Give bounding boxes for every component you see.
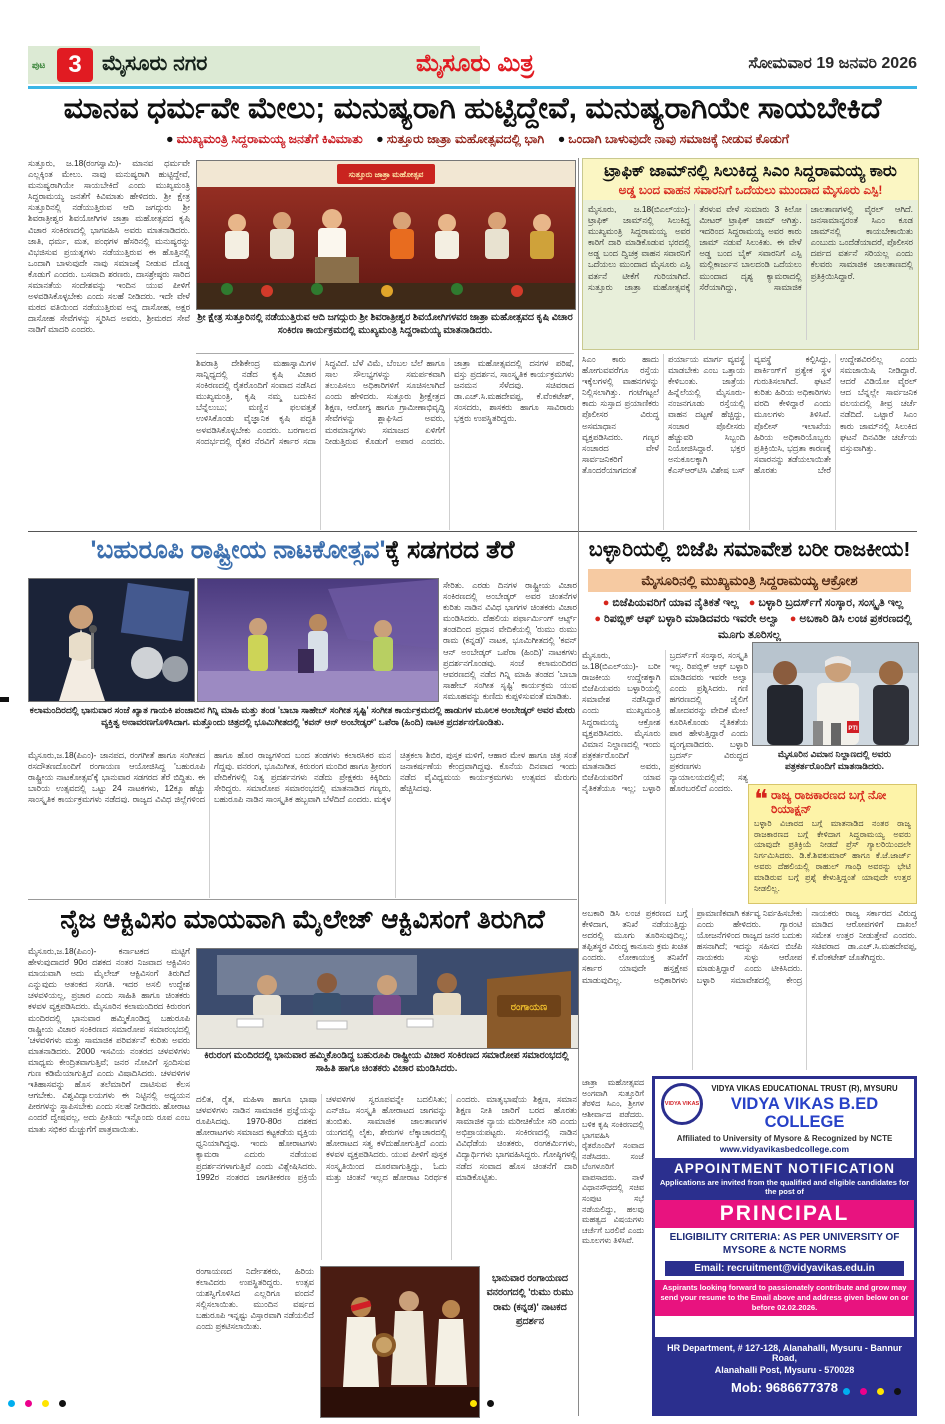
rangayana-podium-label: ರಂಗಾಯಣ (510, 1002, 548, 1013)
traffic-box (582, 158, 919, 350)
activism-body-tail-column: ರಂಗಾಯಣದ ನಿರ್ದೇಶಕರು, ಹಿರಿಯ ಕಲಾವಿದರು ಉಪಸ್ಥಿತರಿದ್ದರು. ಉತ್ಸವ ಯಶಸ್ವಿಗೊಳಿಸಿದ ಎಲ್ಲರಿಗೂ ವಂದನೆ ಸಲ್ಲಿಸಲಾಯಿತು. ಮುಂದಿನ ವರ್ಷದ ಬಹುರೂಪಿ ಇನ್ನಷ್ಟು ವಿಸ್ತಾರವಾಗಿ ನಡೆಯಲಿದೆ ಎಂದು ಪ್ರಕಟಿಸಲಾಯಿತು. (196, 1266, 314, 1332)
divider (28, 899, 577, 900)
bullet-icon: ● (594, 612, 601, 625)
ballari-body: ಮೈಸೂರು, ಜ.18(ಬಿಎಲ್‌ಯು)- ಬರೀ ರಾಜಕೀಯ ಉದ್ದೇಶಕ್ಕಾಗಿ ಬಿಜೆಪಿಯವರು ಬಳ್ಳಾರಿಯಲ್ಲಿ ಸಮಾವೇಶ ನಡೆಸಿದ್ದಾರೆ ಎಂದು ಮುಖ್ಯಮಂತ್ರಿ ಸಿದ್ದರಾಮಯ್ಯ ಆಕ್ರೋಶ ವ್ಯಕ್ತಪಡಿಸಿದರು. ಮೈಸೂರು ವಿಮಾನ ನಿಲ್ದಾಣದಲ್ಲಿ ಇಂದು ಪತ್ರಕರ್ತರೊಂದಿಗೆ ಮಾತನಾಡಿದ ಅವರು, ಬಿಜೆಪಿಯವರಿಗೆ ಯಾವ ನೈತಿಕತೆಯೂ ಇಲ್ಲ; ಬಳ್ಳಾರಿ ಬ್ರದರ್ಸ್‌ಗೆ ಸಂಸ್ಕಾರ, ಸಂಸ್ಕೃತಿ ಇಲ್ಲ. ರಿಪಬ್ಲಿಕ್ ಆಫ್ ಬಳ್ಳಾರಿ ಮಾಡಿದವರು ಇವರೇ ಅಲ್ವಾ ಎಂದು ಪ್ರಶ್ನಿಸಿದರು. ಗಣಿ ಹಗರಣದಲ್ಲಿ ಜೈಲಿಗೆ ಹೋದವರನ್ನು ವೇದಿಕೆ ಮೇಲೆ ಕೂರಿಸಿಕೊಂಡು ನೈತಿಕತೆಯ ಪಾಠ ಹೇಳುತ್ತಿದ್ದಾರೆ ಎಂದು ವ್ಯಂಗ್ಯವಾಡಿದರು. ಬಳ್ಳಾರಿ ಬ್ರದರ್ಸ್ ವಿರುದ್ಧದ ಪ್ರಕರಣಗಳು ನ್ಯಾಯಾಲಯದಲ್ಲಿವೆ; ಸತ್ಯ ಹೊರಬರಲಿದೆ ಎಂದರು. (582, 650, 748, 794)
ad-mobile: Mob: 9686677378 (731, 1380, 838, 1395)
lead-photo (196, 160, 576, 310)
section-title: ಮೈಸೂರು ನಗರ (102, 52, 208, 75)
pti-mic-label: PTI (848, 726, 858, 732)
folk-dance-photo (320, 1266, 480, 1418)
ad-trust-line: VIDYA VIKAS EDUCATIONAL TRUST (R), MYSURU (711, 1084, 898, 1093)
ad-address-line2: Alanahalli Post, Mysuru - 570028 (714, 1365, 855, 1375)
activism-photo-caption: ಕಿರುರಂಗ ಮಂದಿರದಲ್ಲಿ ಭಾನುವಾರ ಹಮ್ಮಿಕೊಂಡಿದ್ದ ಬಹುರೂಪಿ ರಾಷ್ಟ್ರೀಯ ವಿಚಾರ ಸಂಕಿರಣದ ಸಮಾರೋಪ ಸಮಾರಂಭದಲ್ಲಿ ಸಾಹಿತಿ ಹಾಗೂ ಚಿಂತಕರು ವಿಚಾರ ಮಂಡಿಸಿದರು. (204, 1050, 569, 1074)
registration-dash (0, 697, 9, 702)
ballari-photo-caption: ಮೈಸೂರಿನ ವಿಮಾನ ನಿಲ್ದಾಣದಲ್ಲಿ ಅವರು ಪತ್ರಕರ್ತರೊಂದಿಗೆ ಮಾತನಾಡಿದರು. (777, 749, 892, 772)
bullet-icon: ● (557, 132, 566, 146)
ad-website: www.vidyavikasbedcollege.com (719, 1144, 850, 1155)
ad-notification-sub: Applications are invited from the qualified and eligible candidates for the post of (659, 1178, 910, 1197)
folk-photo-caption: ಭಾನುವಾರ ರಂಗಾಯಣದ ವನರಂಗದಲ್ಲಿ 'ರುಮು ರುಮು ರಾಮ (ಕನ್ನಡ)' ನಾಟಕದ ಪ್ರದರ್ಶನ (486, 1273, 574, 1327)
ballari-bullet: ಬಳ್ಳಾರಿ ಬ್ರದರ್ಸ್‌ಗೆ ಸಂಸ್ಕಾರ, ಸಂಸ್ಕೃತಿ ಇಲ್ಲ (758, 597, 904, 609)
activism-body: ದಲಿತ, ರೈತ, ಮಹಿಳಾ ಹಾಗೂ ಭಾಷಾ ಚಳವಳಿಗಳು ನಾಡಿನ ಸಾಮಾಜಿಕ ಪ್ರಜ್ಞೆಯನ್ನು ರೂಪಿಸಿದವು. 1970-80ರ ದಶಕದ ಹೋರಾಟಗಳು ಸಮಾಜದ ಕಟ್ಟಕಡೆಯ ವ್ಯಕ್ತಿಯ ಧ್ವನಿಯಾಗಿದ್ದವು. ಇಂದು ಹೋರಾಟಗಳು ಕ್ಯಾಮರಾ ಎದುರು ನಡೆಯುವ ಪ್ರದರ್ಶನಗಳಾಗುತ್ತಿವೆ ಎಂದು ವಿಶ್ಲೇಷಿಸಿದರು. 1992ರ ನಂತರದ ಜಾಗತೀಕರಣ ಪ್ರಕ್ರಿಯೆ ಚಳವಳಿಗಳ ಸ್ವರೂಪವನ್ನೇ ಬದಲಿಸಿತು; ಎನ್‌ಜಿಒ ಸಂಸ್ಕೃತಿ ಹೋರಾಟದ ಜಾಗವನ್ನು ತುಂಬಿತು. ಸಾಮಾಜಿಕ ಜಾಲತಾಣಗಳ ಯುಗದಲ್ಲಿ ಲೈಕು, ಶೇರುಗಳ ಲೆಕ್ಕಾಚಾರದಲ್ಲಿ ಹೋರಾಟದ ಸತ್ವ ಕಳೆದುಹೋಗುತ್ತಿದೆ ಎಂದು ಕಳವಳ ವ್ಯಕ್ತಪಡಿಸಿದರು. ಯುವ ಪೀಳಿಗೆ ಪುಸ್ತಕ ಸಂಸ್ಕೃತಿಯಿಂದ ದೂರವಾಗುತ್ತಿದ್ದು, ಓದು ಮತ್ತು ಚಿಂತನೆ ಇಲ್ಲದ ಹೋರಾಟ ನಿರರ್ಥಕ ಎಂದರು. ಮಾತೃಭಾಷೆಯ ಶಿಕ್ಷಣ, ಸಮಾನ ಶಿಕ್ಷಣ ನೀತಿ ಜಾರಿಗೆ ಬರದ ಹೊರತು ಸಾಮಾಜಿಕ ನ್ಯಾಯ ಮರೀಚಿಕೆಯೇ ಸರಿ ಎಂದು ಅಭಿಪ್ರಾಯಪಟ್ಟರು. ಸಂಕಿರಣದಲ್ಲಿ ನಾಡಿನ ವಿವಿಧೆಡೆಯ ಚಿಂತಕರು, ರಂಗಕರ್ಮಿಗಳು, ವಿದ್ಯಾರ್ಥಿಗಳು ಭಾಗವಹಿಸಿದ್ದರು. ಗೋಷ್ಠಿಗಳಲ್ಲಿ ನಡೆದ ಸಂವಾದ ಹೊಸ ಚಿಂತನೆಗೆ ದಾರಿ ಮಾಡಿಕೊಟ್ಟಿತು. (196, 1094, 577, 1182)
traffic-body-below: ಸಿಎಂ ಕಾರು ಹಾದು ಹೋಗುವವರೆಗೂ ರಸ್ತೆಯ ಇಕ್ಕೆಲಗಳಲ್ಲಿ ವಾಹನಗಳನ್ನು ನಿಲ್ಲಿಸಲಾಗಿತ್ತು. ಗಂಟೆಗಟ್ಟಲೆ ಕಾದು ಸುಸ್ತಾದ ಪ್ರಯಾಣಿಕರು ಪೊಲೀಸರ ವಿರುದ್ಧ ಅಸಮಾಧಾನ ವ್ಯಕ್ತಪಡಿಸಿದರು. ಗಣ್ಯರ ಸಂಚಾರದ ವೇಳೆ ಸಾರ್ವಜನಿಕರಿಗೆ ತೊಂದರೆಯಾಗದಂತೆ ಪರ್ಯಾಯ ಮಾರ್ಗ ವ್ಯವಸ್ಥೆ ಮಾಡಬೇಕು ಎಂಬ ಒತ್ತಾಯ ಕೇಳಿಬಂತು. ಜಾತ್ರೆಯ ಹಿನ್ನೆಲೆಯಲ್ಲಿ ಮೈಸೂರು-ನಂಜನಗೂಡು ರಸ್ತೆಯಲ್ಲಿ ವಾಹನ ದಟ್ಟಣೆ ಹೆಚ್ಚಿದ್ದು, ಸಂಚಾರ ಪೊಲೀಸರು ಹೆಚ್ಚುವರಿ ಸಿಬ್ಬಂದಿ ನಿಯೋಜಿಸಿದ್ದಾರೆ. ಭಕ್ತರ ಅನುಕೂಲಕ್ಕಾಗಿ ಕೆಎಸ್ಆರ್‌ಟಿಸಿ ವಿಶೇಷ ಬಸ್ ವ್ಯವಸ್ಥೆ ಕಲ್ಪಿಸಿದ್ದು, ಪಾರ್ಕಿಂಗ್‌ಗೆ ಪ್ರತ್ಯೇಕ ಸ್ಥಳ ಗುರುತಿಸಲಾಗಿದೆ. ಘಟನೆ ಕುರಿತು ಹಿರಿಯ ಅಧಿಕಾರಿಗಳು ವರದಿ ಕೇಳಿದ್ದಾರೆ ಎಂದು ಮೂಲಗಳು ತಿಳಿಸಿವೆ. ಪೊಲೀಸ್ ಇಲಾಖೆಯ ಹಿರಿಯ ಅಧಿಕಾರಿಯೊಬ್ಬರು ಪ್ರತಿಕ್ರಿಯಿಸಿ, ಭದ್ರತಾ ಕಾರಣಕ್ಕೆ ಸವಾರನನ್ನು ತಡೆಯಲಾಯಿತೇ ಹೊರತು ಬೇರೆ ಉದ್ದೇಶವಿರಲಿಲ್ಲ ಎಂದು ಸಮಜಾಯಿಷಿ ನೀಡಿದ್ದಾರೆ. ಆದರೆ ವಿಡಿಯೋ ವೈರಲ್ ಆದ ಬೆನ್ನಲ್ಲೇ ಸಾರ್ವಜನಿಕ ವಲಯದಲ್ಲಿ ತೀವ್ರ ಚರ್ಚೆ ನಡೆದಿದೆ. ಒಟ್ಟಾರೆ ಸಿಎಂ ಕಾರು ಜಾಮ್‌ನಲ್ಲಿ ಸಿಲುಕಿದ ಘಟನೆ ದಿನವಿಡೀ ಚರ್ಚೆಯ ವಸ್ತುವಾಗಿತ್ತು. (582, 354, 917, 475)
bullet-icon: ● (789, 612, 797, 625)
bahurupi-headline (28, 537, 577, 565)
divider (28, 531, 917, 532)
ad-affiliation: Affiliated to University of Mysore & Recognized by NCTE (676, 1134, 893, 1144)
ballari-body3-column: ಜಾತ್ರಾ ಮಹೋತ್ಸವದ ಅಂಗವಾಗಿ ಸುತ್ತೂರಿಗೆ ತೆರಳಿದ ಸಿಎಂ, ಶ್ರೀಗಳ ಆಶೀರ್ವಾದ ಪಡೆದರು. ಬಳಿಕ ಕೃಷಿ ಸಂಕಿರಣದಲ್ಲಿ ಭಾಗವಹಿಸಿ ರೈತರೊಂದಿಗೆ ಸಂವಾದ ನಡೆಸಿದರು. ಸಂಜೆ ಬೆಂಗಳೂರಿಗೆ ವಾಪಸಾದರು. ನಾಳೆ ವಿಧಾನಸೌಧದಲ್ಲಿ ಸಚಿವ ಸಂಪುಟ ಸಭೆ ನಡೆಯಲಿದ್ದು, ಹಲವು ಮಹತ್ವದ ವಿಷಯಗಳು ಚರ್ಚೆಗೆ ಬರಲಿವೆ ಎಂದು ಮೂಲಗಳು ತಿಳಿಸಿವೆ. (582, 1078, 644, 1246)
ballari-headline: ಬಳ್ಳಾರಿಯಲ್ಲಿ ಬಿಜೆಪಿ ಸಮಾವೇಶ ಬರೀ ರಾಜಕೀಯ! (588, 538, 911, 561)
ad-college-name: VIDYA VIKAS B.ED COLLEGE (730, 1095, 879, 1132)
ballari-quote-box (748, 784, 917, 904)
lead-headline: ಮಾನವ ಧರ್ಮವೇ ಮೇಲು; ಮನುಷ್ಯರಾಗಿ ಹುಟ್ಟಿದ್ದೇವೆ, ಮನುಷ್ಯರಾಗಿಯೇ ಸಾಯಬೇಕಿದೆ (63, 92, 882, 125)
ad-eligibility: ELIGIBILITY CRITERIA: AS PER UNIVERSITY OF MYSORE & NCTE NORMS (669, 1232, 900, 1256)
paper-name: ಮೈಸೂರು ಮಿತ್ರ (415, 50, 534, 77)
lead-photo-caption: ಶ್ರೀ ಕ್ಷೇತ್ರ ಸುತ್ತೂರಿನಲ್ಲಿ ನಡೆಯುತ್ತಿರುವ ಆದಿ ಜಗದ್ಗುರು ಶ್ರೀ ಶಿವರಾತ್ರೀಶ್ವರ ಶಿವಯೋಗಿಗಳವರ ಜಾತ್ರಾ ಮಹೋತ್ಸವದ ಕೃಷಿ ವಿಚಾರ ಸಂಕಿರಣ ಕಾರ್ಯಕ್ರಮದಲ್ಲಿ ಮುಖ್ಯಮಂತ್ರಿ ಸಿದ್ದರಾಮಯ್ಯ ಮಾತನಾಡಿದರು. (197, 312, 573, 336)
bahurupi-headline-quoted: 'ಬಹುರೂಪಿ ರಾಷ್ಟ್ರೀಯ ನಾಟಕೋತ್ಸವ' (90, 536, 386, 564)
lead-bullet: ಒಂದಾಗಿ ಬಾಳುವುದೇ ನಾವು ಸಮಾಜಕ್ಕೆ ನೀಡುವ ಕೊಡುಗೆ (568, 132, 789, 146)
lead-bullet: ಮುಖ್ಯಮಂತ್ರಿ ಸಿದ್ದರಾಮಯ್ಯ ಜನತೆಗೆ ಕಿವಿಮಾತು (176, 132, 363, 146)
traffic-subhead: ಅಡ್ಡ ಬಂದ ವಾಹನ ಸವಾರನಿಗೆ ಒದೆಯಲು ಮುಂದಾದ ಮೈಸೂರು ಎಸ್ಪಿ! (618, 182, 883, 197)
activism-photo (196, 948, 579, 1049)
registration-dots (8, 1400, 70, 1407)
bahurupi-side-text: ಸೇರಿತು. ಎರಡು ದಿನಗಳ ರಾಷ್ಟ್ರೀಯ ವಿಚಾರ ಸಂಕಿರಣದಲ್ಲಿ ಅಂಬೇಡ್ಕರ್ ಅವರ ಚಿಂತನೆಗಳ ಕುರಿತು ನಾಡಿನ ವಿವಿಧ ಭಾಗಗಳ ಚಿಂತಕರು ವಿಚಾರ ಮಂಡಿಸಿದರು. ದೆಹಲಿಯ ಪರ್ಫಾರ್ಮಿಂಗ್ ಆರ್ಟ್ಸ್ ತಂಡದಿಂದ ಪ್ರಧಾನ ವೇದಿಕೆಯಲ್ಲಿ 'ರುಮು ರುಮು ರಾಮ (ಕನ್ನಡ)' ನಾಟಕ, ಭೂಮಿಗೀತದಲ್ಲಿ 'ಕವನ್ ಆನ್ ಅಂಬೇಡ್ಕರ್ ಒಪೆರಾ (ಹಿಂದಿ)' ನಾಟಕಗಳು ಪ್ರದರ್ಶನಗೊಂಡವು. ಸಂಜೆ ಕಲಾಮಂದಿರದ ಆವರಣದಲ್ಲಿ ನಡೆದ ಗಿನ್ನಿ ಮಾಹಿ ತಂಡದ 'ಬಾಬಾ ಸಾಹೇಬ್ ಸಂಗೀತ ಸೃಷ್ಟಿ' ಕಾರ್ಯಕ್ರಮ ಯುವ ಸಮೂಹವನ್ನು ಕುಣಿದು ಕುಪ್ಪಳಿಸುವಂತೆ ಮಾಡಿತು. (443, 580, 577, 701)
ad-note: Aspirants looking forward to passionately contribute and grow may send your resume to the Email above and address given below on or before 02.02.2026. (660, 1283, 909, 1312)
lead-body-left-column: ಸುತ್ತೂರು, ಜ.18(ರಂಗಸ್ವಾಮಿ)- ಮಾನವ ಧರ್ಮವೇ ಎಲ್ಲಕ್ಕಿಂತ ಮೇಲು. ನಾವು ಮನುಷ್ಯರಾಗಿ ಹುಟ್ಟಿದ್ದೇವೆ, ಮನುಷ್ಯರಾಗಿಯೇ ಸಾಯಬೇಕಿದೆ ಎಂದು ಮುಖ್ಯಮಂತ್ರಿ ಸಿದ್ದರಾಮಯ್ಯ ಜನತೆಗೆ ಕಿವಿಮಾತು ಹೇಳಿದರು. ಶ್ರೀ ಕ್ಷೇತ್ರ ಸುತ್ತೂರಿನಲ್ಲಿ ನಡೆಯುತ್ತಿರುವ ಆದಿ ಜಗದ್ಗುರು ಶ್ರೀ ಶಿವರಾತ್ರೀಶ್ವರ ಶಿವಯೋಗಿಗಳ ಜಾತ್ರಾ ಮಹೋತ್ಸವದ ಕೃಷಿ ವಿಚಾರ ಸಂಕಿರಣದಲ್ಲಿ ಭಾಗವಹಿಸಿ ಅವರು ಮಾತನಾಡಿದರು. ಜಾತಿ, ಧರ್ಮ, ಮತ, ಪಂಥಗಳ ಹೆಸರಿನಲ್ಲಿ ಮನುಷ್ಯರನ್ನು ವಿಭಜಿಸುವ ಪ್ರಯತ್ನಗಳು ನಡೆಯುತ್ತಿರುವ ಈ ಹೊತ್ತಿನಲ್ಲಿ ಒಂದಾಗಿ ಬಾಳುವುದೇ ನಾವು ಸಮಾಜಕ್ಕೆ ನೀಡುವ ದೊಡ್ಡ ಕೊಡುಗೆ ಎಂದರು. ಬಸವಾದಿ ಶರಣರು, ದಾಸಶ್ರೇಷ್ಠರು ಸಾರಿದ ಸಮಾನತೆಯ ಸಂದೇಶವನ್ನು ಇಂದಿನ ಯುವ ಪೀಳಿಗೆ ಅಳವಡಿಸಿಕೊಳ್ಳಬೇಕು ಎಂದು ಸಲಹೆ ನೀಡಿದರು. ಇದೇ ವೇಳೆ ಮಠದ ವತಿಯಿಂದ ನಡೆಯುತ್ತಿರುವ ಅನ್ನ ದಾಸೋಹ, ಅಕ್ಷರ ದಾಸೋಹ ಸೇವೆಗಳನ್ನು ಸ್ಮರಿಸಿದ ಅವರು, ಶ್ರೀಮಠದ ಸೇವೆ ನಾಡಿಗೆ ಮಾದರಿ ಎಂದರು. (28, 158, 190, 335)
bullet-icon: ● (748, 597, 756, 609)
traffic-body-box: ಮೈಸೂರು, ಜ.18(ಬಿಎಲ್‌ಯು)- ಟ್ರಾಫಿಕ್ ಜಾಮ್‌ನಲ್ಲಿ ಸಿಲುಕಿದ್ದ ಮುಖ್ಯಮಂತ್ರಿ ಸಿದ್ದರಾಮಯ್ಯ ಅವರ ಕಾರಿಗೆ ದಾರಿ ಮಾಡಿಕೊಡುವ ಭರದಲ್ಲಿ ಅಡ್ಡ ಬಂದ ದ್ವಿಚಕ್ರ ವಾಹನ ಸವಾರನಿಗೆ ಒದೆಯಲು ಮುಂದಾದ ಮೈಸೂರು ಎಸ್ಪಿ ವರ್ತನೆ ಟೀಕೆಗೆ ಗುರಿಯಾಗಿದೆ. ಸುತ್ತೂರು ಜಾತ್ರಾ ಮಹೋತ್ಸವಕ್ಕೆ ತೆರಳುವ ವೇಳೆ ಸುಮಾರು 3 ಕಿಲೋ ಮೀಟರ್ ಟ್ರಾಫಿಕ್ ಜಾಮ್ ಆಗಿತ್ತು. ಇದರಿಂದ ಸಿದ್ದರಾಮಯ್ಯ ಅವರ ಕಾರು ಜಾಮ್ ನಡುವೆ ಸಿಲುಕಿತು. ಈ ವೇಳೆ ಅಡ್ಡ ಬಂದ ಬೈಕ್ ಸವಾರನಿಗೆ ಎಸ್ಪಿ ಮಲ್ಲಿಕಾರ್ಜುನ ಬಾಲದಂಡಿ ಒದೆಯಲು ಮುಂದಾದ ದೃಶ್ಯ ಕ್ಯಾಮರಾದಲ್ಲಿ ಸೆರೆಯಾಗಿದ್ದು, ಸಾಮಾಜಿಕ ಜಾಲತಾಣಗಳಲ್ಲಿ ವೈರಲ್ ಆಗಿದೆ. ಜನಸಾಮಾನ್ಯರಂತೆ ಸಿಎಂ ಕೂಡ ಜಾಮ್‌ನಲ್ಲಿ ಕಾಯಬೇಕಾಯಿತು ಎಂಬುದು ಒಂದೆಡೆಯಾದರೆ, ಪೊಲೀಸರ ದರ್ಪದ ವರ್ತನೆ ಸರಿಯಲ್ಲ ಎಂದು ಕೆಲವರು ಸಾಮಾಜಿಕ ಜಾಲತಾಣದಲ್ಲಿ ಪ್ರತಿಕ್ರಿಯಿಸಿದ್ದಾರೆ. (588, 203, 913, 292)
bullet-icon: ● (166, 132, 174, 146)
ballari-bullets (582, 596, 917, 644)
registration-dots (470, 1400, 498, 1407)
bahurupi-headline-rest: ಕ್ಕೆ ಸಡಗರದ ತೆರೆ (385, 536, 515, 564)
page-number: 3 (68, 51, 82, 78)
ad-address-line1: HR Department, # 127-128, Alanahalli, Mysuru - Bannur Road, (667, 1343, 902, 1363)
page-number-box (57, 48, 93, 82)
quote-mark-icon: ❝ (754, 784, 768, 814)
ad-notification-title: APPOINTMENT NOTIFICATION (674, 1161, 895, 1177)
activism-headline: ನೈಜ ಆಕ್ಟಿವಿಸಂ ಮಾಯವಾಗಿ ಮೈಲೇಜ್ ಆಕ್ಟಿವಿಸಂಗೆ ತಿರುಗಿದೆ (60, 904, 545, 934)
quote-title: ರಾಜ್ಯ ರಾಜಕಾರಣದ ಬಗ್ಗೆ ನೋ ರಿಯಾಕ್ಷನ್ (771, 788, 887, 817)
bed-college-ad (652, 1076, 917, 1416)
ad-email: Email: recruitment@vidyavikas.edu.in (694, 1263, 875, 1275)
traffic-box-top (583, 159, 918, 200)
lead-bullets (28, 132, 917, 147)
issue-date: ಸೋಮವಾರ 19 ಜನವರಿ 2026 (748, 55, 917, 72)
bahurupi-photo-stage (197, 578, 439, 702)
ad-post-title: PRINCIPAL (719, 1202, 850, 1226)
divider (196, 353, 574, 354)
ballari-bullet: ಅಬಕಾರಿ ಡಿಸಿ ಲಂಚ ಪ್ರಕರಣದಲ್ಲಿ ಮೂಗು ತೂರಿಸಲ್ಲ (718, 612, 912, 641)
ballari-subhead-text: ಮೈಸೂರಿನಲ್ಲಿ ಮುಖ್ಯಮಂತ್ರಿ ಸಿದ್ದರಾಮಯ್ಯ ಆಕ್ರೋಶ (641, 572, 858, 588)
bullet-icon: ● (376, 132, 384, 146)
ad-logo (661, 1083, 703, 1125)
bullet-icon: ● (602, 597, 610, 609)
ballari-photo (752, 642, 919, 746)
masthead-rule (28, 86, 917, 89)
registration-dots (843, 1388, 905, 1395)
ballari-bullet: ರಿಪಬ್ಲಿಕ್ ಆಫ್ ಬಳ್ಳಾರಿ ಮಾಡಿದವರು ಇವರೇ ಅಲ್ವಾ (603, 612, 780, 625)
bahurupi-caption: ಕಲಾಮಂದಿರದಲ್ಲಿ ಭಾನುವಾರ ಸಂಜೆ ಖ್ಯಾತ ಗಾಯಕಿ ಪಂಜಾಬಿನ ಗಿನ್ನಿ ಮಾಹಿ ಮತ್ತು ತಂಡ 'ಬಾಬಾ ಸಾಹೇಬ್ ಸಂಗೀತ ಸೃಷ್ಟಿ' ಸಂಗೀತ ಕಾರ್ಯಕ್ರಮದಲ್ಲಿ ಹಾಡುಗಳ ಮೂಲಕ ಅಂಬೇಡ್ಕರ್ ಅವರ ಮೇರು ವ್ಯಕ್ತಿತ್ವ ಅನಾವರಣಗೊಳಿಸಿದಾಗ. ಮತ್ತೊಂದು ಚಿತ್ರದಲ್ಲಿ ಭೂಮಿಗೀತದಲ್ಲಿ 'ಕವನ್ ಆನ್ ಅಂಬೇಡ್ಕರ್' ಒಪೆರಾ (ಹಿಂದಿ) ನಾಟಕ ಪ್ರದರ್ಶನಗೊಂಡಿತು. (29, 705, 576, 728)
ballari-bullet: ಬಿಜೆಪಿಯವರಿಗೆ ಯಾವ ನೈತಿಕತೆ ಇಲ್ಲ (612, 597, 739, 609)
photo-banner-text: ಸುತ್ತೂರು ಜಾತ್ರಾ ಮಹೋತ್ಸವ (348, 170, 424, 179)
activism-body-left-column: ಮೈಸೂರು,ಜ.18(ಪಿಎಂ)- ಕರ್ನಾಟಕದ ಮಟ್ಟಿಗೆ ಹೇಳುವುದಾದರೆ 90ರ ದಶಕದ ನಂತರ ನಿಜವಾದ ಆಕ್ಟಿವಿಸಂ ಮಾಯವಾಗಿ ಅದು ಮೈಲೇಜ್ ಆಕ್ಟಿವಿಸಂಗೆ ತಿರುಗಿದೆ ಎನ್ನುವುದು ಆತಂಕದ ಸಂಗತಿ. ಇದರ ಅಸಲಿ ಉದ್ದೇಶ ಚಳವಳಿಯಲ್ಲ, ಪ್ರಚಾರ ಎಂದು ಸಾಹಿತಿ ಹಾಗೂ ಚಿಂತಕರು ಕಳವಳ ವ್ಯಕ್ತಪಡಿಸಿದರು. ಮೈಸೂರಿನ ಕಲಾಮಂದಿರದ ಕಿರುರಂಗ ಮಂದಿರದಲ್ಲಿ ಭಾನುವಾರ ಹಮ್ಮಿಕೊಂಡಿದ್ದ ಬಹುರೂಪಿ ರಾಷ್ಟ್ರೀಯ ವಿಚಾರ ಸಂಕಿರಣದ ಸಮಾರೋಪ ಸಮಾರಂಭದಲ್ಲಿ 'ಚಳವಳಿಗಳು ಮತ್ತು ಸಾಮಾಜಿಕ ಪರಿವರ್ತನೆ' ಕುರಿತು ಅವರು ಮಾತನಾಡಿದರು. 2000 ಇಸವಿಯ ನಂತರದ ಚಳವಳಿಗಳು ಮಾಧ್ಯಮ ಕೇಂದ್ರಿತವಾಗುತ್ತಿವೆ; ಜನರ ನೋವಿಗೆ ಸ್ಪಂದಿಸುವ ಗುಣ ಕಡಿಮೆಯಾಗುತ್ತಿದೆ ಎಂದು ವಿಷಾದಿಸಿದರು. ಚಳವಳಿಗಳ ಇತಿಹಾಸವನ್ನು ಹೊಸ ತಲೆಮಾರಿಗೆ ದಾಟಿಸುವ ಕೆಲಸ ಆಗಬೇಕು. ವಿಶ್ವವಿದ್ಯಾಲಯಗಳು ಈ ನಿಟ್ಟಿನಲ್ಲಿ ಅಧ್ಯಯನ ಪೀಠಗಳನ್ನು ಸ್ಥಾಪಿಸಬೇಕು ಎಂದು ಸಲಹೆ ನೀಡಿದರು. ಹೋರಾಟ ಎಂದರೆ ದ್ವೇಷವಲ್ಲ, ಅದು ಪ್ರೀತಿಯ ಇನ್ನೊಂದು ರೂಪ ಎಂಬ ಮಾತು ಸಭಿಕರ ಮೆಚ್ಚುಗೆಗೆ ಪಾತ್ರವಾಯಿತು. (28, 946, 190, 1134)
lead-body-bottom: ಶಿವರಾತ್ರಿ ದೇಶಿಕೇಂದ್ರ ಮಹಾಸ್ವಾಮಿಗಳ ಸಾನ್ನಿಧ್ಯದಲ್ಲಿ ನಡೆದ ಕೃಷಿ ವಿಚಾರ ಸಂಕಿರಣದಲ್ಲಿ ರೈತರೊಂದಿಗೆ ಸಂವಾದ ನಡೆಸಿದ ಮುಖ್ಯಮಂತ್ರಿ, ಕೃಷಿ ನಮ್ಮ ಬದುಕಿನ ಬೆನ್ನೆಲುಬು; ಮಣ್ಣಿನ ಫಲವತ್ತತೆ ಉಳಿಸಿಕೊಂಡು ವೈಜ್ಞಾನಿಕ ಕೃಷಿ ಪದ್ಧತಿ ಅಳವಡಿಸಿಕೊಳ್ಳಬೇಕು ಎಂದರು. ಬರಗಾಲದ ಸಂದರ್ಭದಲ್ಲಿ ರೈತರ ನೆರವಿಗೆ ಸರ್ಕಾರ ಸದಾ ಸಿದ್ಧವಿದೆ. ಬೆಳೆ ವಿಮೆ, ಬೆಂಬಲ ಬೆಲೆ ಹಾಗೂ ಸಾಲ ಸೌಲಭ್ಯಗಳನ್ನು ಸಮರ್ಪಕವಾಗಿ ತಲುಪಿಸಲು ಅಧಿಕಾರಿಗಳಿಗೆ ಸೂಚಿಸಲಾಗಿದೆ ಎಂದು ಹೇಳಿದರು. ಸುತ್ತೂರು ಶ್ರೀಕ್ಷೇತ್ರದ ಶಿಕ್ಷಣ, ಆರೋಗ್ಯ ಹಾಗೂ ಗ್ರಾಮೀಣಾಭಿವೃದ್ಧಿ ಸೇವೆಗಳನ್ನು ಶ್ಲಾಘಿಸಿದ ಅವರು, ಮಠಮಾನ್ಯಗಳು ಸಮಾಜದ ಏಳಿಗೆಗೆ ನೀಡುತ್ತಿರುವ ಕೊಡುಗೆ ಅಪಾರ ಎಂದರು. ಜಾತ್ರಾ ಮಹೋತ್ಸವದಲ್ಲಿ ದನಗಳ ಪರಿಷೆ, ವಸ್ತು ಪ್ರದರ್ಶನ, ಸಾಂಸ್ಕೃತಿಕ ಕಾರ್ಯಕ್ರಮಗಳು ಜನಮನ ಸೆಳೆದವು. ಸಚಿವರಾದ ಡಾ.ಎಚ್.ಸಿ.ಮಹದೇವಪ್ಪ, ಕೆ.ವೆಂಕಟೇಶ್, ಸಂಸದರು, ಶಾಸಕರು ಹಾಗೂ ಸಾವಿರಾರು ಭಕ್ತರು ಉಪಸ್ಥಿತರಿದ್ದರು. (196, 358, 574, 446)
ballari-subhead (588, 569, 911, 592)
ballari-body2: ಅಬಕಾರಿ ಡಿಸಿ ಲಂಚ ಪ್ರಕರಣದ ಬಗ್ಗೆ ಕೇಳಿದಾಗ, ತನಿಖೆ ನಡೆಯುತ್ತಿದ್ದು ಅದರಲ್ಲಿ ಮೂಗು ತೂರಿಸುವುದಿಲ್ಲ; ತಪ್ಪಿತಸ್ಥರ ವಿರುದ್ಧ ಕಾನೂನು ಕ್ರಮ ಖಚಿತ ಎಂದರು. ಲೋಕಾಯುಕ್ತ ತನಿಖೆಗೆ ಸರ್ಕಾರ ಯಾವುದೇ ಹಸ್ತಕ್ಷೇಪ ಮಾಡುವುದಿಲ್ಲ. ಅಧಿಕಾರಿಗಳು ಪ್ರಾಮಾಣಿಕವಾಗಿ ಕರ್ತವ್ಯ ನಿರ್ವಹಿಸಬೇಕು ಎಂದು ಹೇಳಿದರು. ಗ್ಯಾರಂಟಿ ಯೋಜನೆಗಳಿಂದ ರಾಜ್ಯದ ಜನರ ಬದುಕು ಹಸನಾಗಿದೆ; ಇದನ್ನು ಸಹಿಸದ ಬಿಜೆಪಿ ನಾಯಕರು ಸುಳ್ಳು ಆರೋಪ ಮಾಡುತ್ತಿದ್ದಾರೆ ಎಂದು ಟೀಕಿಸಿದರು. ಬಳ್ಳಾರಿ ಸಮಾವೇಶದಲ್ಲಿ ಕೇಂದ್ರ ನಾಯಕರು ರಾಜ್ಯ ಸರ್ಕಾರದ ವಿರುದ್ಧ ಮಾಡಿದ ಆರೋಪಗಳಿಗೆ ದಾಖಲೆ ಸಮೇತ ಉತ್ತರ ನೀಡುತ್ತೇವೆ ಎಂದರು. ಸಚಿವರಾದ ಡಾ.ಎಚ್.ಸಿ.ಮಹದೇವಪ್ಪ, ಕೆ.ವೆಂಕಟೇಶ್ ಜೊತೆಗಿದ್ದರು. (582, 908, 917, 985)
bahurupi-body: ಮೈಸೂರು,ಜ.18(ಪಿಎಂ)- ಜಾನಪದ, ರಂಗಗೀತೆ ಹಾಗೂ ಸಂಗೀತದ ರಸದೌತಣದೊಂದಿಗೆ ರಂಗಾಯಣ ಆಯೋಜಿಸಿದ್ದ 'ಬಹುರೂಪಿ ರಾಷ್ಟ್ರೀಯ ನಾಟಕೋತ್ಸವ'ಕ್ಕೆ ಭಾನುವಾರ ಸಡಗರದ ತೆರೆ ಬಿದ್ದಿತು. ಈ ಬಾರಿಯ ಉತ್ಸವದಲ್ಲಿ ಒಟ್ಟು 24 ನಾಟಕಗಳು, 12ಕ್ಕೂ ಹೆಚ್ಚು ಸಾಂಸ್ಕೃತಿಕ ಕಾರ್ಯಕ್ರಮಗಳು ನಡೆದವು. ರಾಜ್ಯದ ವಿವಿಧ ಜಿಲ್ಲೆಗಳಿಂದ ಹಾಗೂ ಹೊರ ರಾಜ್ಯಗಳಿಂದ ಬಂದ ತಂಡಗಳು ಕಲಾರಸಿಕರ ಮನ ಗೆದ್ದವು. ವನರಂಗ, ಭೂಮಿಗೀತ, ಕಿರುರಂಗ ಮಂದಿರ ಹಾಗೂ ಶ್ರೀರಂಗ ವೇದಿಕೆಗಳಲ್ಲಿ ನಿತ್ಯ ಪ್ರದರ್ಶನಗಳು ನಡೆದು ಪ್ರೇಕ್ಷಕರು ಕಿಕ್ಕಿರಿದು ಸೇರಿದ್ದರು. ಸಮಾರೋಪ ಸಮಾರಂಭದಲ್ಲಿ ಮಾತನಾಡಿದ ಗಣ್ಯರು, ಬಹುರೂಪಿ ನಾಡಿನ ಸಾಂಸ್ಕೃತಿಕ ಹಬ್ಬವಾಗಿ ಬೆಳೆದಿದೆ ಎಂದರು. ಮಕ್ಕಳ ಚಿತ್ರಕಲಾ ಶಿಬಿರ, ಪುಸ್ತಕ ಮಳಿಗೆ, ಆಹಾರ ಮೇಳ ಹಾಗೂ ಚಿತ್ರ ಸಂತೆ ಜನಾಕರ್ಷಣೆಯ ಕೇಂದ್ರವಾಗಿದ್ದವು. ಕೊನೆಯ ದಿನವಾದ ಇಂದು ನಡೆದ ವೈವಿಧ್ಯಮಯ ಕಾರ್ಯಕ್ರಮಗಳು ಉತ್ಸವದ ಮೆರುಗು ಹೆಚ್ಚಿಸಿದವು. (28, 750, 577, 805)
divider (578, 158, 579, 1416)
lead-bullet: ಸುತ್ತೂರು ಜಾತ್ರಾ ಮಹೋತ್ಸವದಲ್ಲಿ ಭಾಗಿ (386, 132, 545, 146)
page-label: ಪುಟ (32, 60, 46, 70)
traffic-headline: ಟ್ರಾಫಿಕ್ ಜಾಮ್‌ನಲ್ಲಿ ಸಿಲುಕಿದ್ದ ಸಿಎಂ ಸಿದ್ದರಾಮಯ್ಯ ಕಾರು (604, 162, 897, 180)
ad-logo-text: VIDYA VIKAS (664, 1100, 700, 1107)
bahurupi-photo-singer (28, 578, 195, 702)
quote-body: ಬಳ್ಳಾರಿ ವಿಚಾರದ ಬಗ್ಗೆ ಮಾತನಾಡಿದ ನಂತರ ರಾಜ್ಯ ರಾಜಕಾರಣದ ಬಗ್ಗೆ ಕೇಳಿದಾಗ ಸಿದ್ದರಾಮಯ್ಯ ಅವರು ಯಾವುದೇ ಪ್ರತಿಕ್ರಿಯೆ ನೀಡದೆ ಪ್ರೆಸ್ ಗ್ಯಾಲರಿಯಿಂದಲೇ ನಿರ್ಗಮಿಸಿದರು. ಡಿ.ಕೆ.ಶಿವಕುಮಾರ್ ಹಾಗೂ ಕೆ.ಜೆ.ಜಾರ್ಜ್ ಅವರು ದೆಹಲಿಯಲ್ಲಿ ರಾಹುಲ್ ಗಾಂಧಿ ಅವರನ್ನು ಭೇಟಿ ಮಾಡಿರುವ ಬಗ್ಗೆ ಪ್ರಶ್ನೆ ಕೇಳುತ್ತಿದ್ದಂತೆ ಯಾವುದೇ ಉತ್ತರ ನೀಡಲಿಲ್ಲ. (754, 818, 911, 893)
